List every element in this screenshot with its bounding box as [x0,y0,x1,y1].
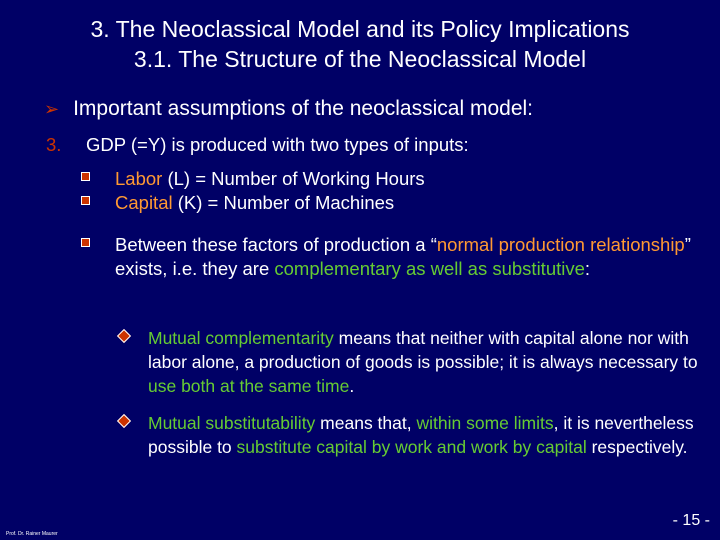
mutual-complementarity [148,326,718,398]
input-capital [115,192,394,214]
substitutability-highlight: within some limits [416,413,554,433]
title-line-1: 3. The Neoclassical Model and its Policy Implications [90,16,630,42]
relationship-text: ” exists, i.e. they are [115,234,691,279]
capital-term: Capital [115,192,173,213]
capital-definition: (K) = Number of Machines [172,192,395,213]
substitutability-text: means that, [315,413,417,433]
complementarity-highlight: use both at the same time [148,376,350,396]
author-footer: Prof. Dr. Rainer Maurer [6,531,58,537]
square-bullet-icon [81,238,90,247]
diamond-bullet-icon [117,414,131,428]
labor-definition: (L) = Number of Working Hours [162,168,425,189]
complementarity-text: . [349,376,355,396]
input-labor [115,168,425,190]
production-relationship [115,233,715,281]
square-bullet-icon [81,196,90,205]
substitutability-highlight: substitute capital by work and work by capital [236,437,587,457]
relationship-highlight: normal production relationship [436,234,685,255]
diamond-bullet-icon [117,329,131,343]
substitutability-text: respectively. [586,437,688,457]
assumptions-heading-text: Important assumptions of the neoclassical model: [73,97,533,120]
complementarity-text: means that neither with capital alone nor with labor alone, a production of goods is possible; it is always necessary to [148,328,698,372]
slide-title [0,14,720,74]
labor-term: Labor [115,168,163,189]
relationship-text: Between these factors of production a “ [115,234,437,255]
point-3-number: 3. [46,134,62,155]
complementarity-term: Mutual complementarity [148,328,334,348]
page-number: - 15 - [672,512,710,529]
point-3-text: GDP (=Y) is produced with two types of inputs: [86,134,469,155]
point-3 [46,134,469,156]
substitutability-text: , it is nevertheless possible to [148,413,694,457]
mutual-substitutability [148,411,718,459]
substitutability-term: Mutual substitutability [148,413,316,433]
square-bullet-icon [81,172,90,181]
title-line-2: 3.1. The Structure of the Neoclassical Model [133,46,587,72]
assumptions-heading [44,97,533,121]
arrow-bullet-icon: ➢ [44,99,60,119]
relationship-highlight: complementary as well as substitutive [274,258,585,279]
relationship-text: : [584,258,591,279]
